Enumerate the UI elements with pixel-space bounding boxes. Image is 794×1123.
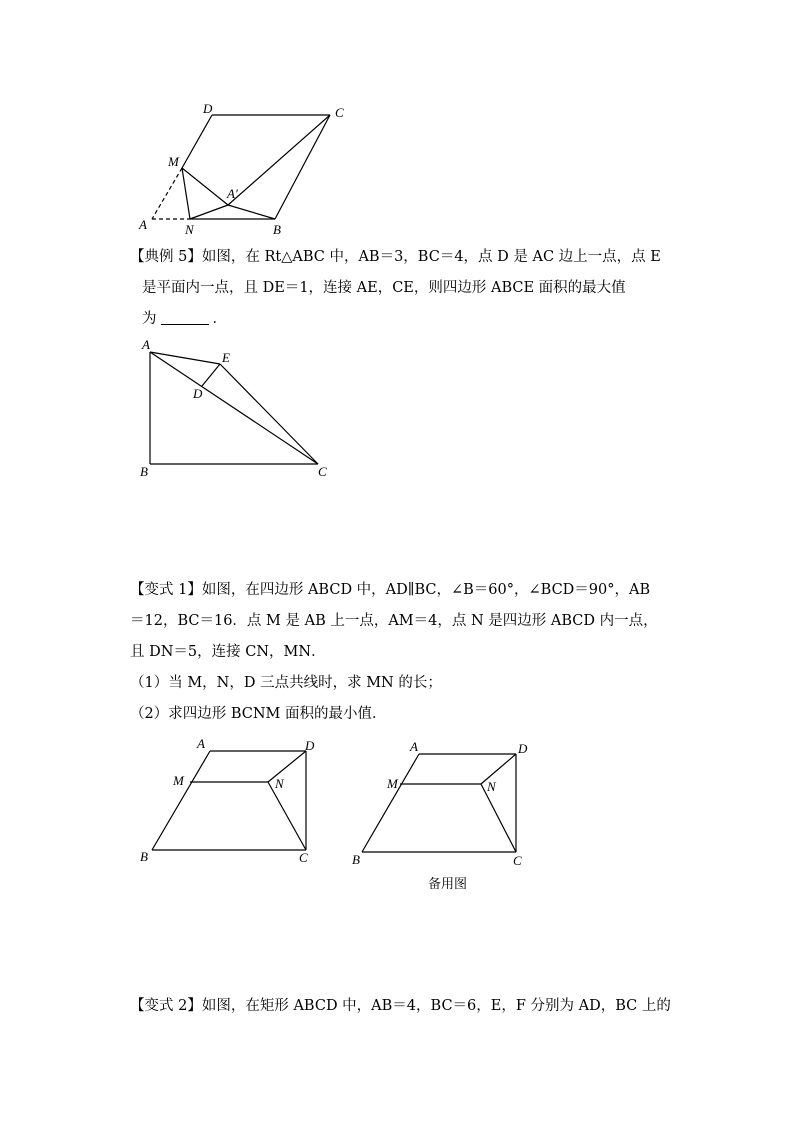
variant1-tag: 【变式 1】 <box>130 582 202 598</box>
parallelogram-fold-figure <box>130 95 360 240</box>
dashed-MA <box>152 168 182 219</box>
variant1-line2: ＝12，BC＝16．点 M 是 AB 上一点，AM＝4，点 N 是四边形 ABCD 内一点， <box>130 613 658 629</box>
segment-A-prime-B <box>228 205 275 219</box>
segment-NC <box>481 784 516 852</box>
variant2-line1: 【变式 2】如图，在矩形 ABCD 中，AB＝4，BC＝6，E，F 分别为 AD，BC 上的 <box>130 998 671 1014</box>
right-triangle-figure <box>130 335 340 485</box>
variant1-question2: （2）求四边形 BCNM 面积的最小值． <box>130 706 387 722</box>
variant1-question1: （1）当 M，N，D 三点共线时，求 MN 的长； <box>130 675 442 691</box>
trapezoid-figure-right <box>350 737 550 872</box>
segment-MA-prime <box>182 168 228 205</box>
variant2-problem <box>130 991 690 1022</box>
label-A: A <box>410 739 418 754</box>
side-AC <box>150 352 318 464</box>
label-D: D <box>203 101 213 116</box>
example5-line2: 是平面内一点，且 DE＝1，连接 AE，CE，则四边形 ABCE 面积的最大值 <box>142 280 626 296</box>
parallelogram-fold-svg <box>130 95 360 240</box>
label-M: M <box>173 773 184 788</box>
label-C: C <box>335 105 344 120</box>
label-N: N <box>275 776 284 791</box>
example5-problem <box>130 242 690 335</box>
label-A: A <box>197 736 205 751</box>
segment-NA-prime <box>190 205 228 219</box>
variant1-line3: 且 DN＝5，连接 CN，MN． <box>130 644 326 660</box>
label-N: N <box>185 222 194 237</box>
variant1-line1: 【变式 1】如图，在四边形 ABCD 中，AD∥BC，∠B＝60°，∠BCD＝90°，AB <box>130 582 651 598</box>
label-M: M <box>387 776 398 791</box>
label-A: A <box>139 217 147 232</box>
label-A: A <box>142 337 150 352</box>
segment-ED <box>202 364 220 386</box>
label-C: C <box>513 853 522 868</box>
label-A-prime: A′ <box>227 186 238 201</box>
variant1-problem <box>130 575 690 730</box>
label-B: B <box>352 852 360 867</box>
label-M: M <box>168 154 179 169</box>
trapezoid-figure-left <box>135 735 335 870</box>
label-B: B <box>140 464 148 479</box>
example5-tag: 【典例 5】 <box>130 249 202 265</box>
label-E: E <box>222 350 230 365</box>
label-C: C <box>299 850 308 865</box>
segment-ND <box>268 751 306 782</box>
side-CB <box>275 115 330 219</box>
segment-NC <box>268 782 306 850</box>
label-D: D <box>518 741 528 756</box>
label-B: B <box>273 222 281 237</box>
example5-line1: 【典例 5】如图，在 Rt△ABC 中，AB＝3，BC＝4，点 D 是 AC 边上一点，点 E <box>130 249 661 265</box>
trapezoid-right-svg <box>350 737 550 872</box>
segment-MN <box>182 168 190 219</box>
variant2-tag: 【变式 2】 <box>130 998 202 1014</box>
answer-blank <box>161 310 209 325</box>
side-DM <box>182 115 212 168</box>
example5-line3: 为 ． <box>142 311 227 327</box>
spare-figure-caption: 备用图 <box>428 877 468 892</box>
segment-EC <box>220 364 318 464</box>
label-D: D <box>305 738 315 753</box>
side-AB <box>152 751 210 850</box>
segment-A-prime-C <box>228 115 330 205</box>
label-N: N <box>487 779 496 794</box>
label-C: C <box>318 464 327 479</box>
trapezoid-left-svg <box>135 735 335 870</box>
right-triangle-svg <box>130 335 340 485</box>
side-AB <box>362 754 419 852</box>
label-D: D <box>193 386 203 401</box>
label-B: B <box>140 849 148 864</box>
segment-AE <box>150 352 220 364</box>
